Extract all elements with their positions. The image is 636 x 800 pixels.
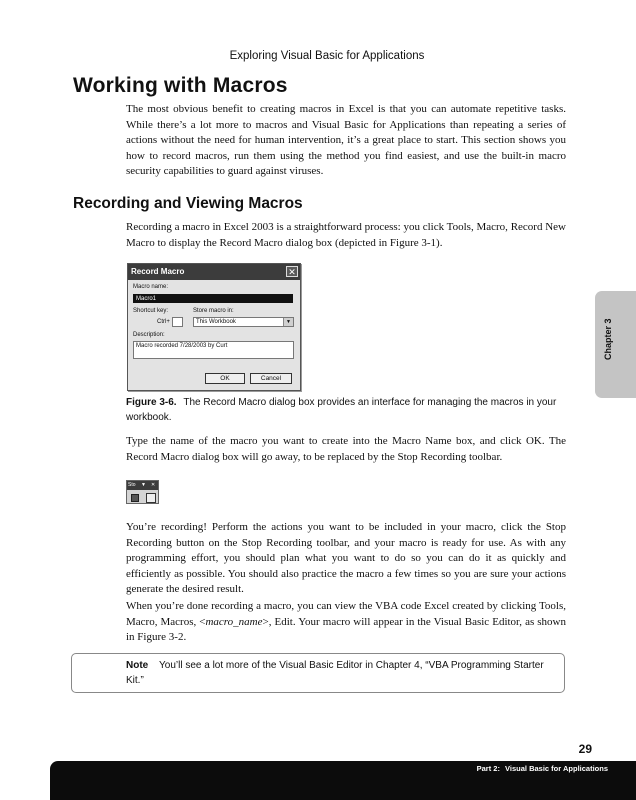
subsection-heading: Recording and Viewing Macros <box>73 195 303 212</box>
note-text: You’ll see a lot more of the Visual Basic Editor in Chapter 4, “VBA Programming Starter Kit.” <box>126 660 544 686</box>
store-macro-label: Store macro in: <box>193 308 234 314</box>
dialog-close-icon[interactable]: ✕ <box>286 266 298 277</box>
done-paragraph-italic: macro_name <box>205 615 263 628</box>
ok-button[interactable]: OK <box>205 373 245 384</box>
done-paragraph-text <box>126 599 566 646</box>
cancel-button[interactable]: Cancel <box>250 373 292 384</box>
relative-reference-icon[interactable] <box>146 493 156 503</box>
chapter-tab-label: Chapter 3 <box>603 318 613 360</box>
dialog-title: Record Macro <box>128 264 300 280</box>
toolbar-titlebar <box>127 481 158 490</box>
done-paragraph-before: When you’re done recording a macro, you can view the VBA code Excel created by clicking Tools, Macro, Macros, < <box>126 600 566 628</box>
type-paragraph-text: Type the name of the macro you want to create into the Macro Name box, and click OK. The Record Macro dialog box will go away, to be replaced by the Stop Recording toolbar. <box>126 435 566 463</box>
toolbar-close-icon[interactable]: ✕ <box>151 482 156 488</box>
done-paragraph <box>126 599 566 646</box>
description-label: Description: <box>133 332 165 338</box>
running-head: Exploring Visual Basic for Applications <box>229 50 425 62</box>
figure-caption <box>126 395 566 425</box>
page-number: 29 <box>578 742 592 756</box>
stop-recording-icon[interactable] <box>131 494 139 502</box>
section-heading: Working with Macros <box>73 74 288 97</box>
footer-title: Visual Basic for Applications <box>505 764 608 773</box>
macro-name-label: Macro name: <box>133 284 169 290</box>
macro-name-input[interactable]: Macro1 <box>133 294 293 303</box>
store-macro-select[interactable] <box>193 317 294 327</box>
ctrl-label: Ctrl+ <box>157 319 170 325</box>
recording-paragraph-2-text: You’re recording! Perform the actions you want to be included in your macro, click the Stop Recording button on the Stop Recording toolbar, and your macro is ready for use. As with any programming effort, you should plan what you want to do so you can do it as quickly and efficiently as possible. You should also practice the macro a few times so you are sure your actions generate the desired result. <box>126 521 566 596</box>
done-paragraph-after: >, Edit. Your macro will appear in the Visual Basic Editor, as shown in Figure 3-2. <box>126 615 566 644</box>
record-macro-dialog-figure <box>127 263 301 391</box>
chapter-tab <box>595 291 636 398</box>
recording-paragraph-2 <box>126 520 566 598</box>
recording-paragraph <box>126 220 566 251</box>
note-label: Note <box>126 660 149 671</box>
intro-paragraph <box>126 102 566 180</box>
figure-caption-text: The Record Macro dialog box provides an interface for managing the macros in your workbook. <box>126 397 557 423</box>
stop-recording-toolbar-figure <box>126 480 159 504</box>
type-paragraph <box>126 434 566 465</box>
chevron-down-icon[interactable]: ▼ <box>283 318 293 326</box>
intro-paragraph-text: The most obvious benefit to creating macros in Excel is that you can automate repetitive tasks. While there’s a lot more to macros and Visual Basic for Applications than repeating a series of actions without the need for human intervention, it’s a great place to start. This section shows you how to record macros, run them using the method you find easiest, and use the built-in macro security capabilities to guard against viruses. <box>126 103 566 178</box>
footer-text <box>477 764 608 773</box>
recording-paragraph-text: Recording a macro in Excel 2003 is a straightforward process: you click Tools, Macro, Record New Macro to display the Record Macro dialog box (depicted in Figure 3-1). <box>126 221 566 249</box>
shortcut-key-label: Shortcut key: <box>133 308 169 314</box>
description-textarea[interactable]: Macro recorded 7/28/2003 by Curt <box>133 341 294 359</box>
toolbar-menu-icon[interactable]: ▼ <box>141 482 146 488</box>
toolbar-title: Sto <box>128 482 136 488</box>
figure-caption-label: Figure 3-6. <box>126 397 177 408</box>
note <box>126 658 556 688</box>
shortcut-key-input[interactable] <box>172 317 183 327</box>
footer-part: Part 2: <box>476 764 500 773</box>
store-macro-value: This Workbook <box>196 319 236 325</box>
